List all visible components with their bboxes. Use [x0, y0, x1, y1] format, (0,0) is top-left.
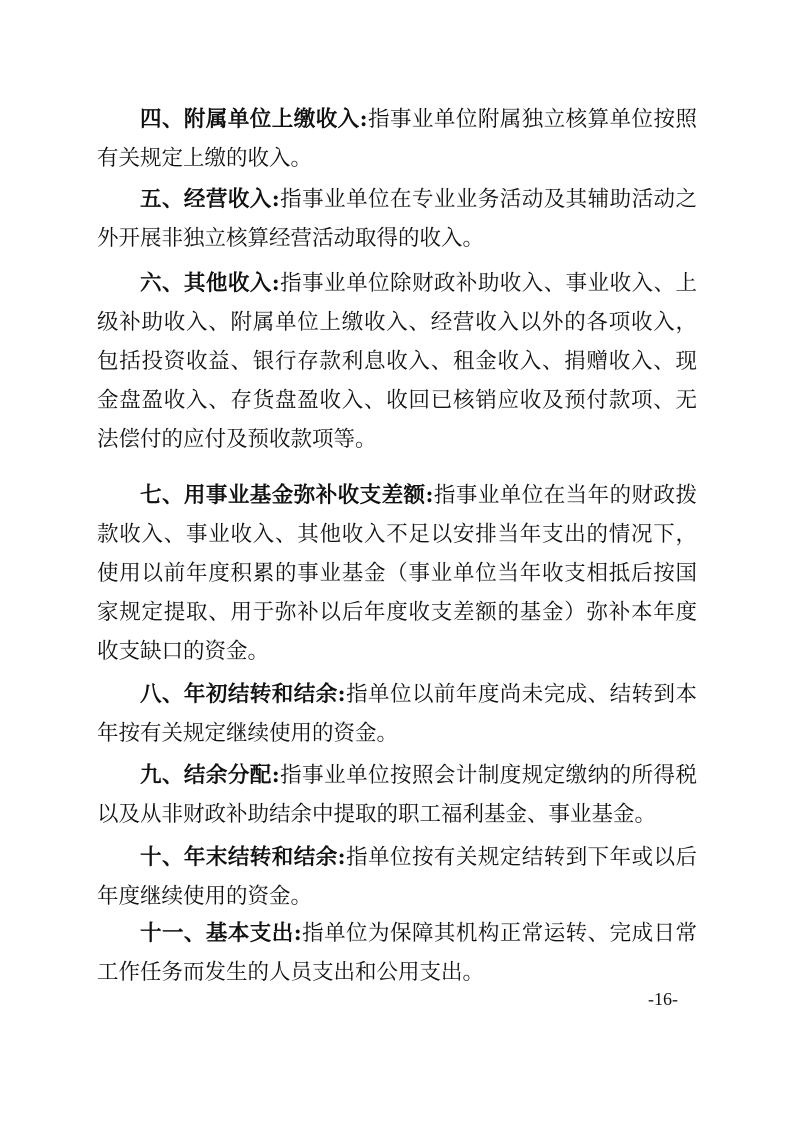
paragraph-career-fund-offset: [97, 476, 697, 671]
paragraph-operating-income: [97, 180, 697, 258]
term-heading: 七、用事业基金弥补收支差额:: [140, 483, 434, 508]
paragraph-text: 指事业单位按照会计制度规定缴纳的所得税以及从非财政补助结余中提取的职工福利基金、事业基金。: [97, 763, 697, 827]
paragraph-closing-carryover: [97, 838, 697, 916]
paragraph-text: 指单位按有关规定结转到下年或以后年度继续使用的资金。: [97, 845, 698, 909]
paragraph-surplus-distribution: [97, 756, 697, 834]
term-heading: 十一、基本支出:: [140, 921, 302, 946]
paragraph-text: 指事业单位除财政补助收入、事业收入、上级补助收入、附属单位上缴收入、经营收入以外的各项收入，包括投资收益、银行存款利息收入、租金收入、捐赠收入、现金盘盈收入、存货盘盈收入、收回已核销应收及预付款项、无法偿付的应付及预收款项等。: [97, 271, 697, 452]
paragraph-text: 指事业单位附属独立核算单位按照有关规定上缴的收入。: [97, 107, 697, 171]
page-number: -16-: [648, 989, 678, 1009]
paragraph-text: 指单位以前年度尚未完成、结转到本年按有关规定继续使用的资金。: [97, 682, 698, 746]
term-heading: 四、附属单位上缴收入:: [140, 107, 368, 132]
paragraph-text: 指单位为保障其机构正常运转、完成日常工作任务而发生的人员支出和公用支出。: [97, 921, 697, 985]
term-heading: 十、年末结转和结余:: [140, 845, 346, 870]
term-heading: 五、经营收入:: [140, 187, 280, 212]
paragraph-text: 指事业单位在当年的财政拨款收入、事业收入、其他收入不足以安排当年支出的情况下，使用以前年度积累的事业基金（事业单位当年收支相抵后按国家规定提取、用于弥补以后年度收支差额的基金）弥补本年度收支缺口的资金。: [97, 483, 697, 664]
paragraph-other-income: [97, 264, 697, 459]
paragraph-opening-carryover: [97, 675, 697, 753]
paragraph-text: 指事业单位在专业业务活动及其辅助活动之外开展非独立核算经营活动取得的收入。: [97, 187, 697, 251]
term-heading: 八、年初结转和结余:: [140, 682, 346, 707]
paragraph-basic-expenditure: [97, 914, 697, 992]
paragraph-affiliated-unit-income: [97, 100, 697, 178]
term-heading: 六、其他收入:: [140, 271, 280, 296]
term-heading: 九、结余分配:: [140, 763, 280, 788]
